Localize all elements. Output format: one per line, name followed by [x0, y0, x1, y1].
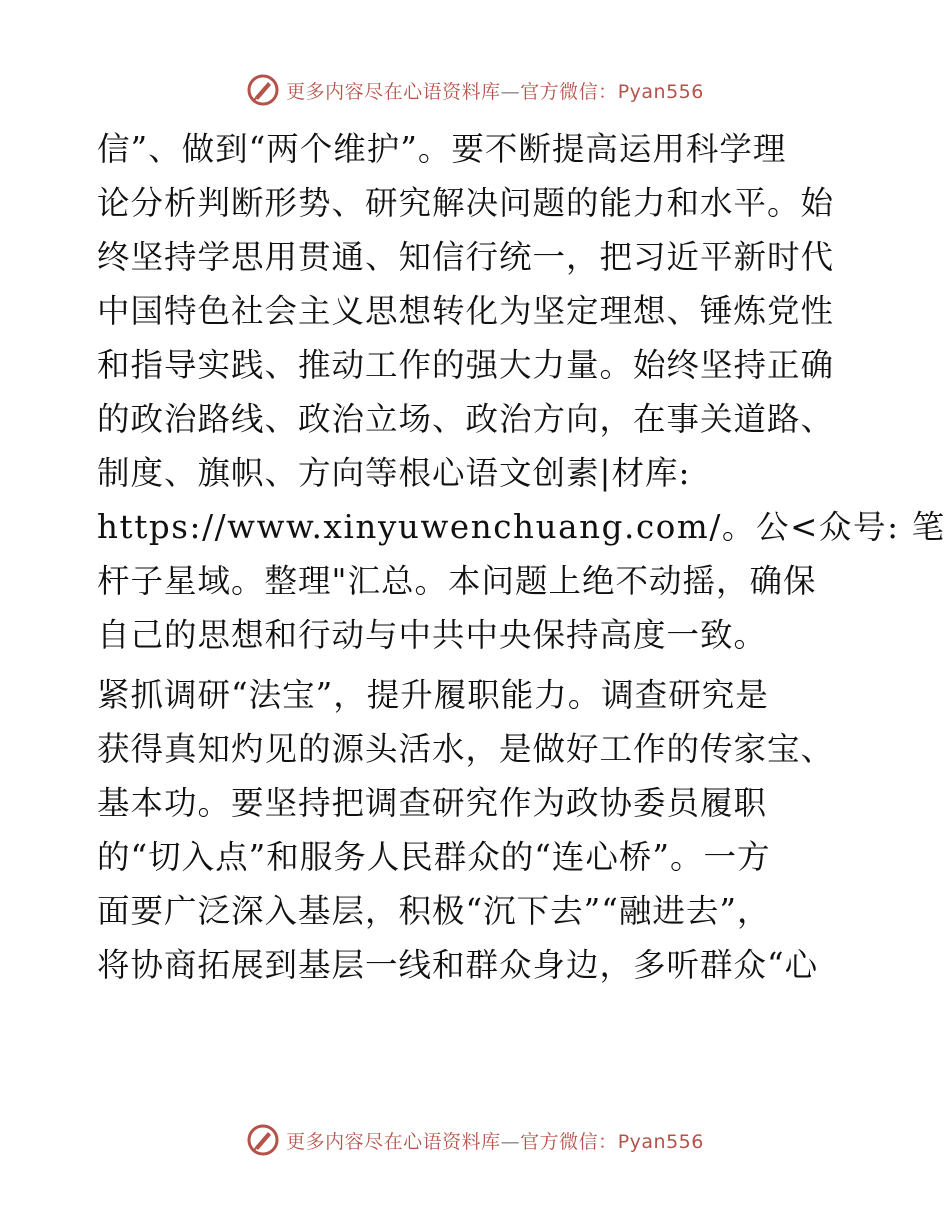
text-line: 的政治路线、政治立场、政治方向，在事关道路、: [97, 400, 835, 438]
text-line: 信”、做到“两个维护”。要不断提高运用科学理: [97, 130, 787, 168]
text-line: 中国特色社会主义思想转化为坚定理想、锤炼党性: [97, 292, 835, 330]
text-line: 和指导实践、推动工作的强大力量。始终坚持正确: [97, 346, 835, 384]
banner-text: 更多内容尽在心语资料库—官方微信：Pyan556: [286, 1130, 704, 1153]
brand-logo-icon: [246, 73, 280, 107]
footer-watermark-banner: [0, 1120, 950, 1160]
text-line: 论分析判断形势、研究解决问题的能力和水平。始: [97, 184, 835, 222]
banner-text: 更多内容尽在心语资料库—官方微信：Pyan556: [286, 80, 704, 103]
text-line: 杆子星域。整理"汇总。本问题上绝不动摇，确保: [97, 562, 817, 600]
brand-logo-icon: [246, 1123, 280, 1157]
text-line: 紧抓调研“法宝”，提升履职能力。调查研究是: [97, 676, 769, 714]
text-line: 制度、旗帜、方向等根心语文创素|材库:: [97, 454, 691, 492]
text-line: 自己的思想和行动与中共中央保持高度一致。: [97, 616, 768, 654]
text-line: 基本功。要坚持把调查研究作为政协委员履职: [97, 784, 768, 822]
text-line: 的“切入点”和服务人民群众的“连心桥”。一方: [97, 838, 771, 876]
document-body: [97, 122, 946, 992]
header-watermark-banner: [0, 70, 950, 110]
text-line-url: https://www.xinyuwenchuang.com/。公<众号: 笔: [97, 508, 946, 546]
text-line: 面要广泛深入基层，积极“沉下去”“融进去”，: [97, 892, 771, 930]
text-line: 将协商拓展到基层一线和群众身边，多听群众“心: [97, 946, 819, 984]
text-line: 获得真知灼见的源头活水，是做好工作的传家宝、: [97, 730, 835, 768]
text-line: 终坚持学思用贯通、知信行统一，把习近平新时代: [97, 238, 835, 276]
